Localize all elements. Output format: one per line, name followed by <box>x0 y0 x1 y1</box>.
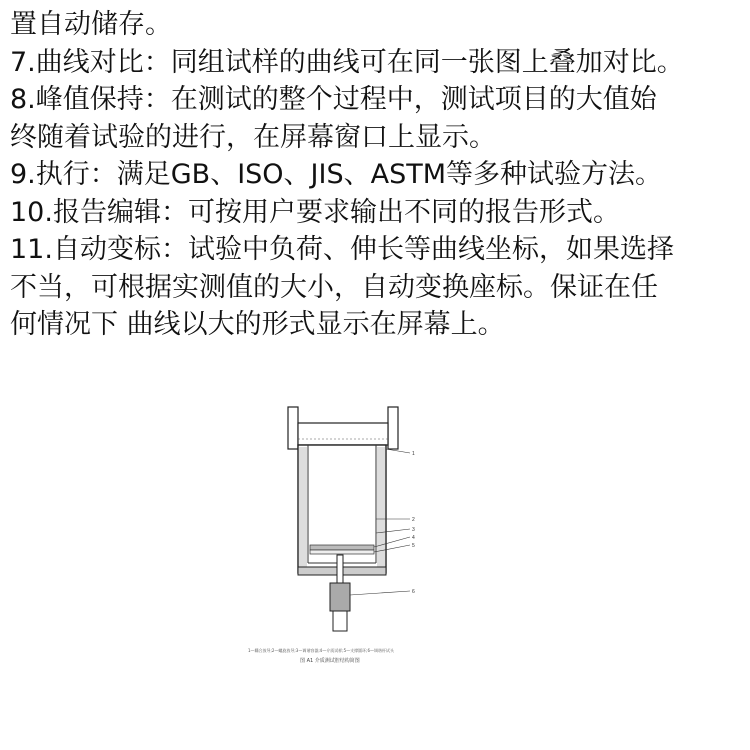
text-line: 10.报告编辑：可按用户要求输出不同的报告形式。 <box>10 196 620 228</box>
text-line: 8.峰值保持：在测试的整个过程中，测试项目的大值始 <box>10 84 657 115</box>
callout-5: 5 <box>412 543 415 549</box>
callout-1: 1 <box>412 451 415 457</box>
callout-6: 6 <box>412 589 415 595</box>
body-text <box>10 6 748 344</box>
tuning-shaft <box>333 611 347 631</box>
tuning-rod <box>337 555 343 583</box>
leader-line-1 <box>386 449 410 453</box>
cavity-structure-diagram <box>250 395 420 675</box>
text-line: 何情况下 曲线以大的形式显示在屏幕上。 <box>10 309 505 340</box>
text-line: 11.自动变标：试验中负荷、伸长等曲线坐标，如果选择 <box>10 234 674 265</box>
callout-3: 3 <box>412 527 415 533</box>
flange-left <box>288 407 298 449</box>
tuning-knob <box>330 583 350 611</box>
figure-title: 图 A1 介质测试腔结构简图 <box>300 658 360 664</box>
wall-fill-right <box>377 447 385 572</box>
text-line: 终随着试验的进行，在屏幕窗口上显示。 <box>10 121 496 153</box>
text-line: 9.执行：满足GB、ISO、JIS、ASTM等多种试验方法。 <box>10 159 663 190</box>
leader-line-6 <box>350 591 410 595</box>
callout-2: 2 <box>412 517 415 523</box>
text-line: 7.曲线对比：同组试样的曲线可在同一张图上叠加对比。 <box>10 46 684 78</box>
wall-fill-left <box>299 447 307 572</box>
support-ring <box>310 550 374 554</box>
callout-4: 4 <box>412 535 415 541</box>
figure-legend: 1—耦合放导;2—螺旋放导;3—调谐容器;4—介质试样;5—支撑圆环;6—调谐杆试头 <box>248 648 395 653</box>
coupling-section <box>298 423 388 445</box>
flange-right <box>388 407 398 449</box>
text-line: 不当，可根据实测值的大小，自动变换座标。保证在任 <box>10 271 658 303</box>
diagram-svg <box>250 395 420 645</box>
text-line: 置自动储存。 <box>10 9 172 40</box>
dielectric-sample <box>310 545 374 550</box>
